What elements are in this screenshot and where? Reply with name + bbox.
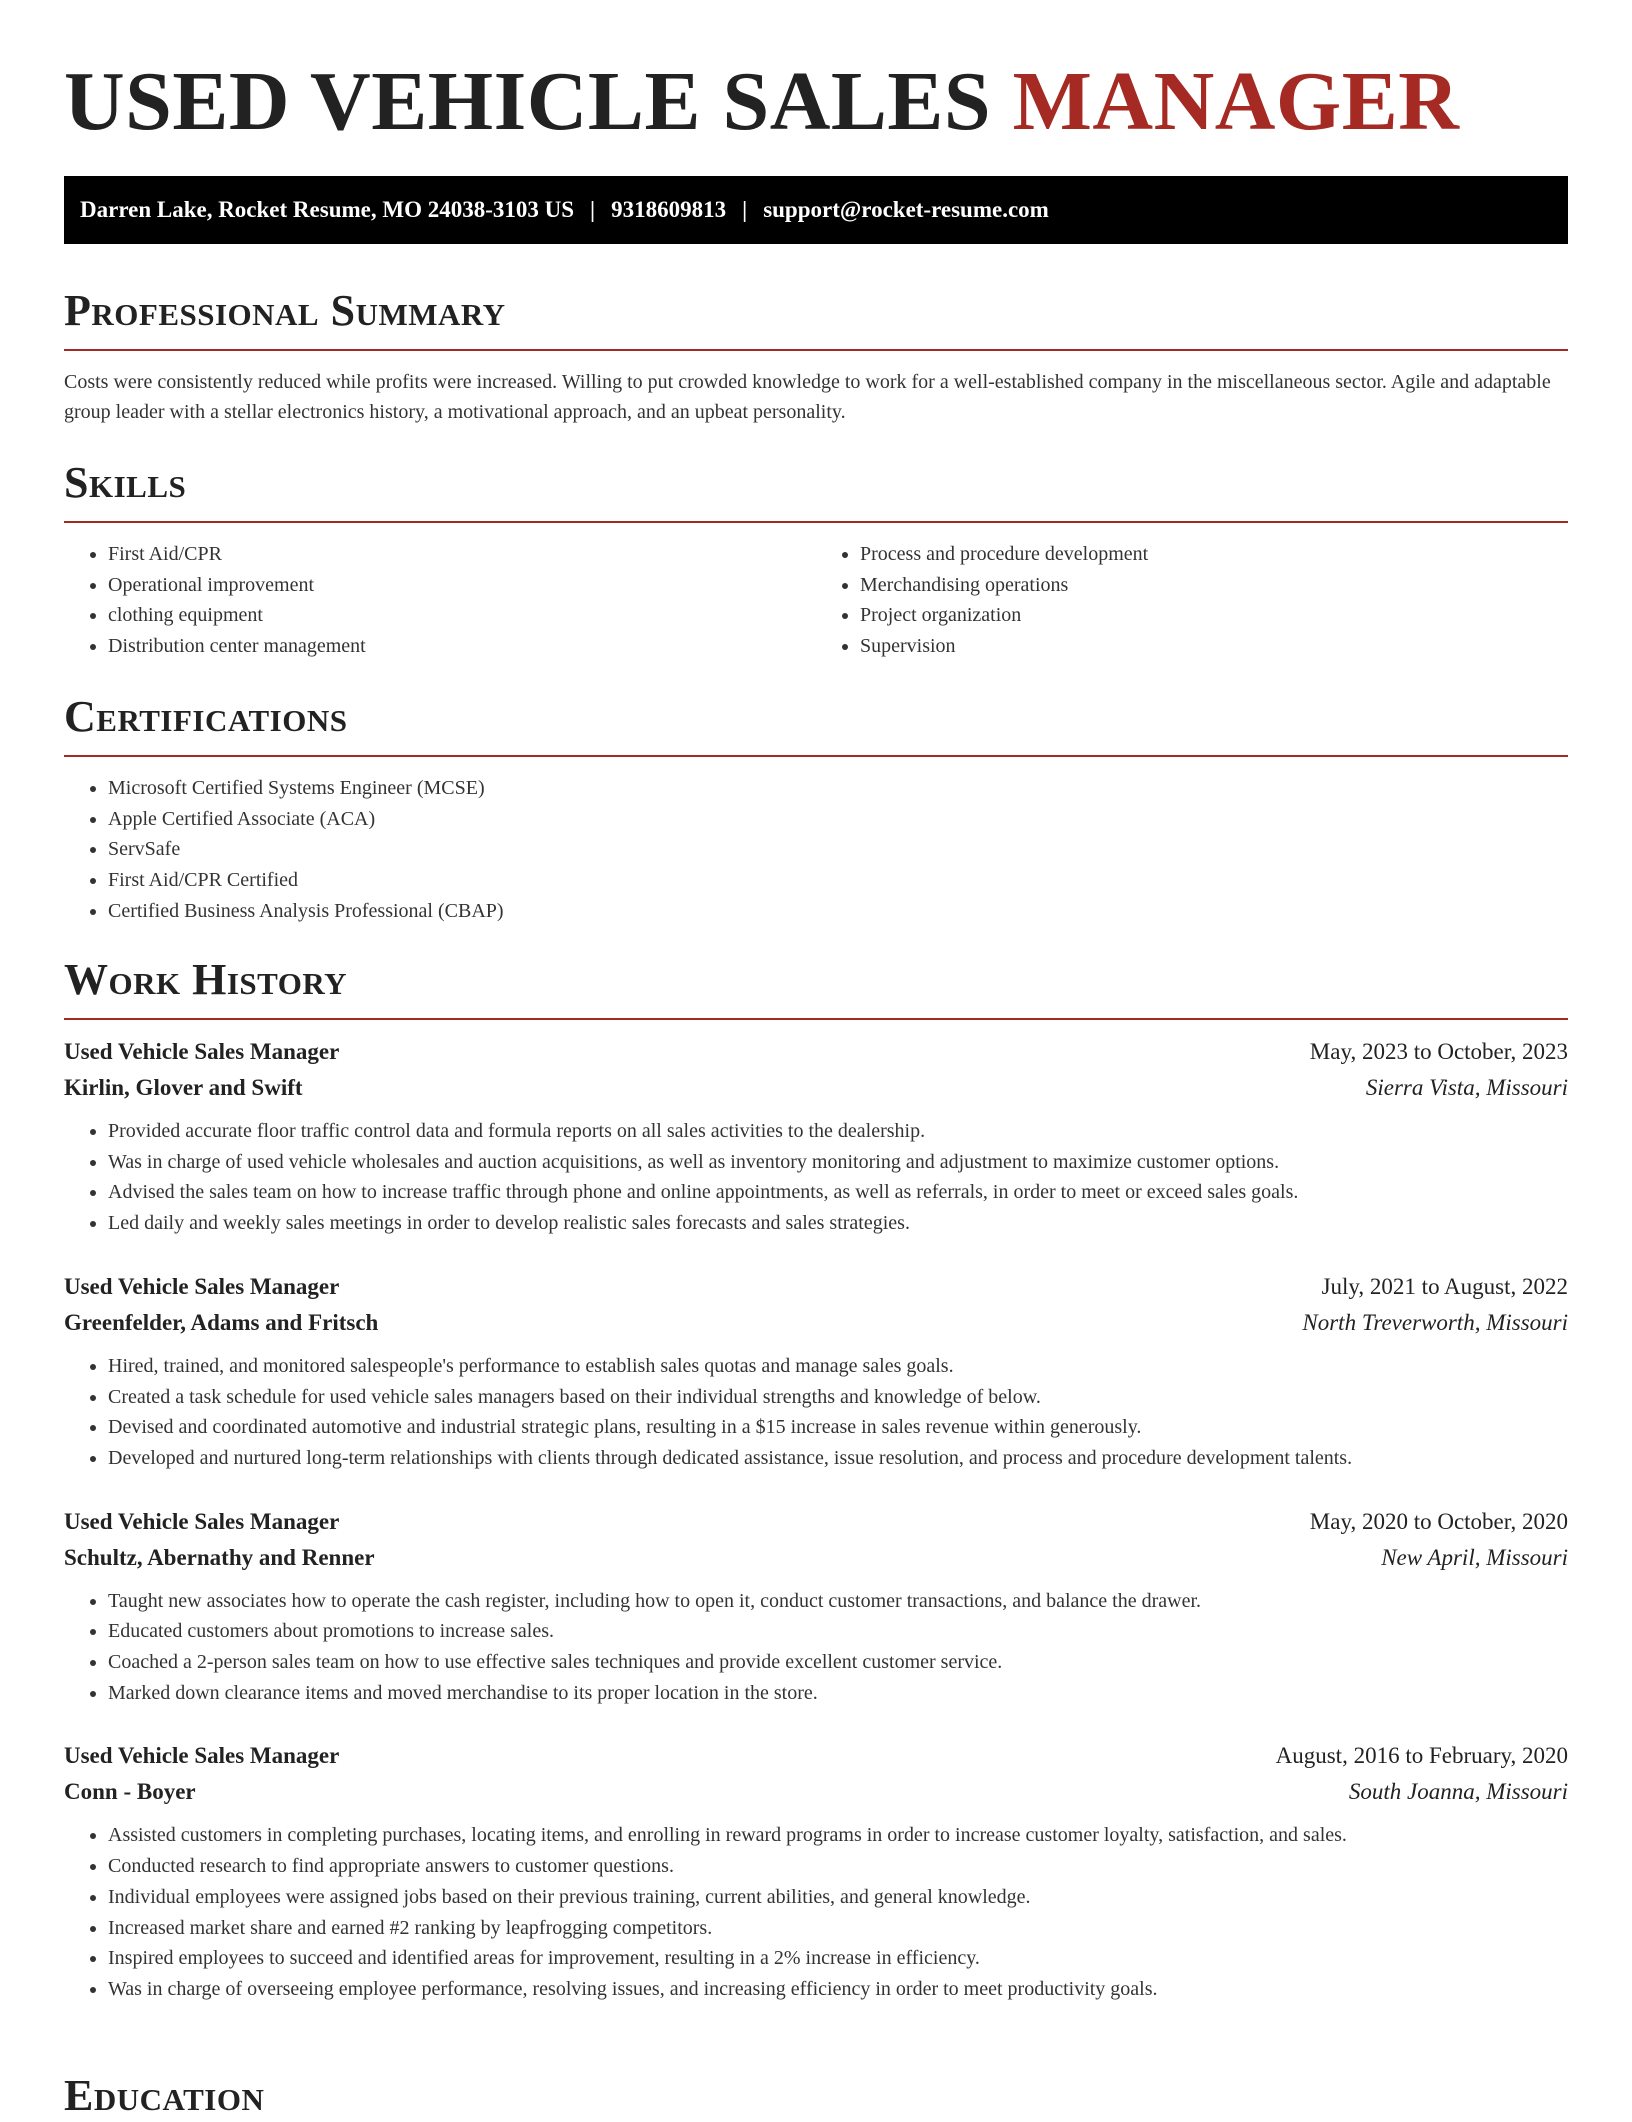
skill-item: • Process and procedure development xyxy=(860,539,1568,570)
contact-address: Darren Lake, Rocket Resume, MO 24038-3103 US xyxy=(80,197,575,222)
job-title: Used Vehicle Sales Manager xyxy=(64,1039,340,1064)
job-duty: • Was in charge of overseeing employee performance, resolving issues, and increasing efficiency in order to meet productivity goals. xyxy=(108,1974,1568,2005)
job-subheader-row xyxy=(64,1070,1568,1106)
job-duty: • Provided accurate floor traffic control data and formula reports on all sales activities to the dealership. xyxy=(108,1116,1568,1147)
job-duty: • Was in charge of used vehicle wholesales and auction acquisitions, as well as inventory monitoring and adjustment to maximize customer options. xyxy=(108,1147,1568,1178)
skills-grid xyxy=(64,523,1568,662)
job-location: Sierra Vista, Missouri xyxy=(1365,1075,1568,1100)
job-duty: • Conducted research to find appropriate answers to customer questions. xyxy=(108,1851,1568,1882)
summary-heading: Professional Summary xyxy=(64,286,506,335)
job-duties-list xyxy=(64,1586,1568,1709)
job-dates: May, 2020 to October, 2020 xyxy=(1309,1508,1568,1534)
skill-item: • Distribution center management xyxy=(108,631,816,662)
job-duty: • Educated customers about promotions to increase sales. xyxy=(108,1616,1568,1647)
summary-section xyxy=(64,285,1568,427)
certification-item: • Apple Certified Associate (ACA) xyxy=(108,804,1568,835)
section-divider xyxy=(64,349,1568,351)
job-duty: • Advised the sales team on how to increase traffic through phone and online appointments, as well as referrals, in order to meet or exceed sales goals. xyxy=(108,1177,1568,1208)
job-duty: • Inspired employees to succeed and identified areas for improvement, resulting in a 2% increase in efficiency. xyxy=(108,1943,1568,1974)
skill-item: • First Aid/CPR xyxy=(108,539,816,570)
job-duty: • Led daily and weekly sales meetings in order to develop realistic sales forecasts and sales strategies. xyxy=(108,1208,1568,1239)
skills-list-left xyxy=(64,539,816,662)
certification-item: • First Aid/CPR Certified xyxy=(108,865,1568,896)
job-duty: • Hired, trained, and monitored salespeople's performance to establish sales quotas and manage sales goals. xyxy=(108,1351,1568,1382)
contact-email: support@rocket-resume.com xyxy=(763,197,1049,222)
skills-list-right xyxy=(816,539,1568,662)
job-dates: May, 2023 to October, 2023 xyxy=(1309,1039,1568,1064)
job-dates: July, 2021 to August, 2022 xyxy=(1321,1273,1568,1299)
job-title: Used Vehicle Sales Manager xyxy=(64,1273,340,1299)
job-duty: • Individual employees were assigned jobs based on their previous training, current abilities, and general knowledge. xyxy=(108,1882,1568,1913)
education-section xyxy=(64,2070,1568,2122)
job-entry xyxy=(64,1738,1568,2004)
certification-item: • Certified Business Analysis Professional (CBAP) xyxy=(108,896,1568,927)
certifications-list xyxy=(64,773,1568,927)
skill-item: • Operational improvement xyxy=(108,570,816,601)
job-header-row xyxy=(64,1034,1568,1070)
job-company: Conn - Boyer xyxy=(64,1779,196,1805)
job-header-row xyxy=(64,1738,1568,1774)
resume-title xyxy=(64,52,1459,152)
certification-item: • Microsoft Certified Systems Engineer (MCSE) xyxy=(108,773,1568,804)
skill-item: • Project organization xyxy=(860,600,1568,631)
summary-text: Costs were consistently reduced while profits were increased. Willing to put crowded knowledge to work for a well-established company in the miscellaneous sector. Agile and adaptable group leader with a stellar electronics history, a motivational approach, and an upbeat personality. xyxy=(64,371,1551,423)
title-main: USED VEHICLE SALES xyxy=(64,55,992,148)
title-accent: MANAGER xyxy=(1012,55,1460,148)
skills-section xyxy=(64,457,1568,662)
job-duty: • Marked down clearance items and moved merchandise to its proper location in the store. xyxy=(108,1678,1568,1709)
job-duties-list xyxy=(64,1116,1568,1239)
job-duty: • Taught new associates how to operate the cash register, including how to open it, conduct customer transactions, and balance the drawer. xyxy=(108,1586,1568,1617)
job-dates: August, 2016 to February, 2020 xyxy=(1275,1743,1568,1769)
job-location: South Joanna, Missouri xyxy=(1348,1779,1568,1805)
job-title: Used Vehicle Sales Manager xyxy=(64,1508,340,1534)
skill-item: • Supervision xyxy=(860,631,1568,662)
job-duty: • Assisted customers in completing purchases, locating items, and enrolling in reward programs in order to increase customer loyalty, satisfaction, and sales. xyxy=(108,1820,1568,1851)
certification-item: • ServSafe xyxy=(108,834,1568,865)
job-duty: • Developed and nurtured long-term relationships with clients through dedicated assistance, issue resolution, and process and procedure development talents. xyxy=(108,1443,1568,1474)
job-title: Used Vehicle Sales Manager xyxy=(64,1743,340,1769)
skills-heading: Skills xyxy=(64,458,187,507)
job-company: Schultz, Abernathy and Renner xyxy=(64,1544,375,1570)
job-duties-list xyxy=(64,1820,1568,2004)
job-entry xyxy=(64,1269,1568,1474)
job-company: Greenfelder, Adams and Fritsch xyxy=(64,1309,379,1335)
job-subheader-row xyxy=(64,1305,1568,1341)
job-subheader-row xyxy=(64,1774,1568,1810)
job-subheader-row xyxy=(64,1540,1568,1576)
job-duty: • Coached a 2-person sales team on how to use effective sales techniques and provide excellent customer service. xyxy=(108,1647,1568,1678)
job-duty: • Increased market share and earned #2 ranking by leapfrogging competitors. xyxy=(108,1913,1568,1944)
job-entry xyxy=(64,1504,1568,1709)
job-duty: • Devised and coordinated automotive and industrial strategic plans, resulting in a $15 increase in sales revenue within generously. xyxy=(108,1412,1568,1443)
job-location: New April, Missouri xyxy=(1381,1544,1568,1570)
certifications-heading: Certifications xyxy=(64,692,348,741)
skill-item: • clothing equipment xyxy=(108,600,816,631)
job-company: Kirlin, Glover and Swift xyxy=(64,1075,303,1100)
contact-separator: | xyxy=(590,197,596,222)
certifications-section xyxy=(64,691,1568,927)
contact-phone: 9318609813 xyxy=(611,197,727,222)
job-location: North Treverworth, Missouri xyxy=(1302,1309,1568,1335)
skill-item: • Merchandising operations xyxy=(860,570,1568,601)
job-entry xyxy=(64,1034,1568,1239)
section-divider xyxy=(64,1018,1568,1020)
education-heading: Education xyxy=(64,2071,265,2120)
contact-bar xyxy=(64,176,1568,244)
work-history-heading: Work History xyxy=(64,955,348,1004)
job-header-row xyxy=(64,1269,1568,1305)
contact-separator: | xyxy=(742,197,748,222)
job-duties-list xyxy=(64,1351,1568,1474)
job-header-row xyxy=(64,1504,1568,1540)
work-history-section xyxy=(64,954,1568,2005)
section-divider xyxy=(64,755,1568,757)
job-duty: • Created a task schedule for used vehicle sales managers based on their individual strengths and knowledge of below. xyxy=(108,1382,1568,1413)
